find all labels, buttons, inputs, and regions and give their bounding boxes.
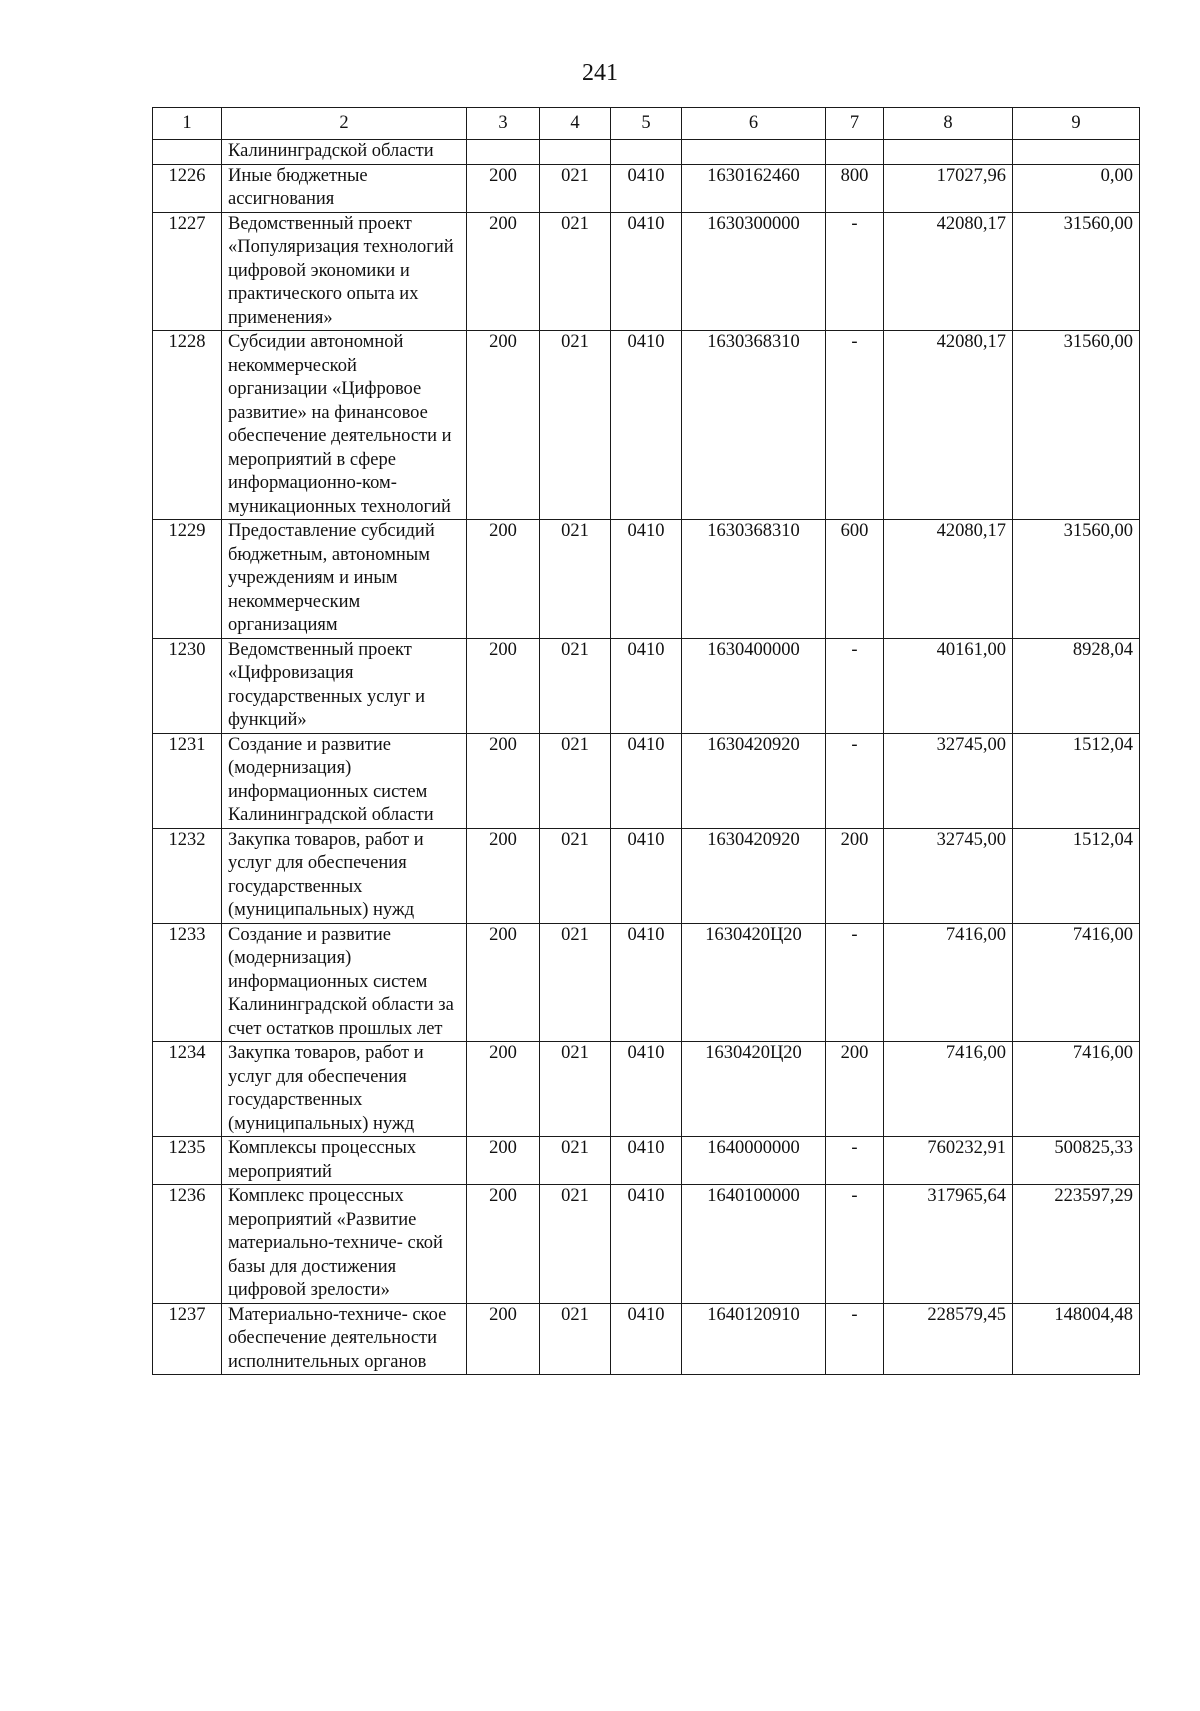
cell-col9-amount: 500825,33 xyxy=(1013,1137,1140,1185)
cell-col9-amount: 31560,00 xyxy=(1013,520,1140,639)
cell-col4-code: 021 xyxy=(540,331,611,520)
table-row xyxy=(153,1303,1140,1375)
table-row xyxy=(153,212,1140,331)
cell-row-number: 1228 xyxy=(153,331,222,520)
cell-col3-code: 200 xyxy=(467,1185,540,1304)
cell-col3-code: 200 xyxy=(467,164,540,212)
cell-col6-target-article: 1640100000 xyxy=(682,1185,826,1304)
cell-col6-target-article: 1630400000 xyxy=(682,638,826,733)
column-header-5: 5 xyxy=(611,108,682,140)
cell-col7-expense-type: - xyxy=(826,1137,884,1185)
cell-col4-code: 021 xyxy=(540,1303,611,1375)
cell-col3-code: 200 xyxy=(467,520,540,639)
cell-row-name: Создание и развитие (модернизация) информационных систем Калининградской области за счет остатков прошлых лет xyxy=(222,923,467,1042)
cell-col3-code: 200 xyxy=(467,733,540,828)
cell-col8-amount: 7416,00 xyxy=(884,923,1013,1042)
cell-col9-amount: 148004,48 xyxy=(1013,1303,1140,1375)
cell-col5-section: 0410 xyxy=(611,331,682,520)
table-body xyxy=(153,140,1140,1375)
cell-col8-amount: 32745,00 xyxy=(884,733,1013,828)
cell-col3-code: 200 xyxy=(467,923,540,1042)
cell-col5-section: 0410 xyxy=(611,1042,682,1137)
table-row xyxy=(153,331,1140,520)
cell-col7-expense-type: 800 xyxy=(826,164,884,212)
cell-col7-expense-type: - xyxy=(826,212,884,331)
cell-col6-target-article: 1630300000 xyxy=(682,212,826,331)
table-header xyxy=(153,108,1140,140)
table-row xyxy=(153,140,1140,165)
cell-col6-target-article: 1630420Ц20 xyxy=(682,923,826,1042)
cell-col8-amount: 7416,00 xyxy=(884,1042,1013,1137)
column-header-8: 8 xyxy=(884,108,1013,140)
cell-row-number: 1236 xyxy=(153,1185,222,1304)
cell-col7-expense-type: 200 xyxy=(826,1042,884,1137)
cell-col9-amount: 0,00 xyxy=(1013,164,1140,212)
cell-row-name: Закупка товаров, работ и услуг для обеспечения государственных (муниципальных) нужд xyxy=(222,1042,467,1137)
cell-col3-code: 200 xyxy=(467,828,540,923)
cell-row-number: 1231 xyxy=(153,733,222,828)
column-header-6: 6 xyxy=(682,108,826,140)
cell-col7-expense-type: - xyxy=(826,923,884,1042)
cell-col5-section: 0410 xyxy=(611,828,682,923)
cell-col7-expense-type xyxy=(826,140,884,165)
cell-row-name: Субсидии автономной некоммерческой организации «Цифровое развитие» на финансовое обеспечение деятельности и мероприятий в сфере информационно-ком- муникационных технологий xyxy=(222,331,467,520)
cell-col9-amount: 31560,00 xyxy=(1013,331,1140,520)
cell-col4-code: 021 xyxy=(540,923,611,1042)
cell-col8-amount: 42080,17 xyxy=(884,331,1013,520)
cell-row-name: Калининградской области xyxy=(222,140,467,165)
cell-row-name: Создание и развитие (модернизация) информационных систем Калининградской области xyxy=(222,733,467,828)
cell-col7-expense-type: - xyxy=(826,1185,884,1304)
cell-col5-section: 0410 xyxy=(611,733,682,828)
cell-col9-amount: 31560,00 xyxy=(1013,212,1140,331)
cell-col7-expense-type: - xyxy=(826,1303,884,1375)
cell-col8-amount: 42080,17 xyxy=(884,212,1013,331)
table-row xyxy=(153,1185,1140,1304)
table-row xyxy=(153,520,1140,639)
cell-col8-amount: 228579,45 xyxy=(884,1303,1013,1375)
column-header-2: 2 xyxy=(222,108,467,140)
cell-row-name: Комплекс процессных мероприятий «Развитие материально-техниче- ской базы для достижения цифровой зрелости» xyxy=(222,1185,467,1304)
cell-col6-target-article: 1630368310 xyxy=(682,520,826,639)
cell-col3-code xyxy=(467,140,540,165)
cell-col9-amount: 7416,00 xyxy=(1013,1042,1140,1137)
cell-col7-expense-type: - xyxy=(826,331,884,520)
cell-row-number: 1226 xyxy=(153,164,222,212)
cell-col6-target-article: 1640120910 xyxy=(682,1303,826,1375)
cell-row-number: 1235 xyxy=(153,1137,222,1185)
cell-row-name: Иные бюджетные ассигнования xyxy=(222,164,467,212)
cell-col6-target-article: 1630162460 xyxy=(682,164,826,212)
column-header-3: 3 xyxy=(467,108,540,140)
column-header-9: 9 xyxy=(1013,108,1140,140)
cell-col6-target-article: 1630420920 xyxy=(682,828,826,923)
cell-col5-section: 0410 xyxy=(611,1137,682,1185)
cell-col6-target-article: 1630420920 xyxy=(682,733,826,828)
cell-col9-amount: 223597,29 xyxy=(1013,1185,1140,1304)
table-row xyxy=(153,1042,1140,1137)
cell-col5-section: 0410 xyxy=(611,923,682,1042)
cell-col8-amount: 32745,00 xyxy=(884,828,1013,923)
cell-col8-amount: 17027,96 xyxy=(884,164,1013,212)
cell-col6-target-article: 1630420Ц20 xyxy=(682,1042,826,1137)
cell-col9-amount xyxy=(1013,140,1140,165)
column-header-4: 4 xyxy=(540,108,611,140)
cell-row-number: 1229 xyxy=(153,520,222,639)
cell-col8-amount: 317965,64 xyxy=(884,1185,1013,1304)
cell-row-name: Закупка товаров, работ и услуг для обеспечения государственных (муниципальных) нужд xyxy=(222,828,467,923)
cell-col9-amount: 1512,04 xyxy=(1013,733,1140,828)
cell-col4-code xyxy=(540,140,611,165)
cell-row-name: Материально-техниче- ское обеспечение деятельности исполнительных органов xyxy=(222,1303,467,1375)
cell-col5-section: 0410 xyxy=(611,164,682,212)
cell-col4-code: 021 xyxy=(540,520,611,639)
cell-col5-section: 0410 xyxy=(611,1303,682,1375)
cell-col4-code: 021 xyxy=(540,733,611,828)
table-row xyxy=(153,733,1140,828)
table-row xyxy=(153,638,1140,733)
cell-row-number: 1233 xyxy=(153,923,222,1042)
cell-row-number: 1232 xyxy=(153,828,222,923)
header-row xyxy=(153,108,1140,140)
cell-row-number: 1227 xyxy=(153,212,222,331)
cell-col5-section xyxy=(611,140,682,165)
cell-col6-target-article: 1630368310 xyxy=(682,331,826,520)
cell-row-name: Ведомственный проект «Цифровизация государственных услуг и функций» xyxy=(222,638,467,733)
page-number: 241 xyxy=(582,60,618,86)
budget-table xyxy=(152,107,1140,1375)
cell-col6-target-article: 1640000000 xyxy=(682,1137,826,1185)
cell-col3-code: 200 xyxy=(467,1303,540,1375)
cell-col3-code: 200 xyxy=(467,638,540,733)
cell-col4-code: 021 xyxy=(540,1137,611,1185)
cell-col8-amount: 760232,91 xyxy=(884,1137,1013,1185)
cell-col4-code: 021 xyxy=(540,1042,611,1137)
cell-row-number xyxy=(153,140,222,165)
cell-row-name: Комплексы процессных мероприятий xyxy=(222,1137,467,1185)
cell-col3-code: 200 xyxy=(467,212,540,331)
table-row xyxy=(153,1137,1140,1185)
cell-col4-code: 021 xyxy=(540,164,611,212)
cell-col4-code: 021 xyxy=(540,828,611,923)
cell-col9-amount: 1512,04 xyxy=(1013,828,1140,923)
cell-row-number: 1234 xyxy=(153,1042,222,1137)
cell-col7-expense-type: 200 xyxy=(826,828,884,923)
cell-col6-target-article xyxy=(682,140,826,165)
table-row xyxy=(153,164,1140,212)
table-row xyxy=(153,923,1140,1042)
table-row xyxy=(153,828,1140,923)
cell-col4-code: 021 xyxy=(540,1185,611,1304)
cell-col5-section: 0410 xyxy=(611,638,682,733)
cell-col5-section: 0410 xyxy=(611,212,682,331)
column-header-7: 7 xyxy=(826,108,884,140)
cell-row-name: Предоставление субсидий бюджетным, автономным учреждениям и иным некоммерческим организациям xyxy=(222,520,467,639)
cell-col7-expense-type: - xyxy=(826,638,884,733)
cell-col7-expense-type: - xyxy=(826,733,884,828)
cell-col7-expense-type: 600 xyxy=(826,520,884,639)
cell-row-number: 1230 xyxy=(153,638,222,733)
cell-col4-code: 021 xyxy=(540,638,611,733)
cell-col8-amount xyxy=(884,140,1013,165)
cell-row-name: Ведомственный проект «Популяризация технологий цифровой экономики и практического опыта их применения» xyxy=(222,212,467,331)
cell-row-number: 1237 xyxy=(153,1303,222,1375)
cell-col8-amount: 42080,17 xyxy=(884,520,1013,639)
cell-col5-section: 0410 xyxy=(611,1185,682,1304)
cell-col4-code: 021 xyxy=(540,212,611,331)
cell-col8-amount: 40161,00 xyxy=(884,638,1013,733)
cell-col3-code: 200 xyxy=(467,331,540,520)
cell-col3-code: 200 xyxy=(467,1137,540,1185)
column-header-1: 1 xyxy=(153,108,222,140)
cell-col5-section: 0410 xyxy=(611,520,682,639)
cell-col9-amount: 8928,04 xyxy=(1013,638,1140,733)
cell-col3-code: 200 xyxy=(467,1042,540,1137)
cell-col9-amount: 7416,00 xyxy=(1013,923,1140,1042)
